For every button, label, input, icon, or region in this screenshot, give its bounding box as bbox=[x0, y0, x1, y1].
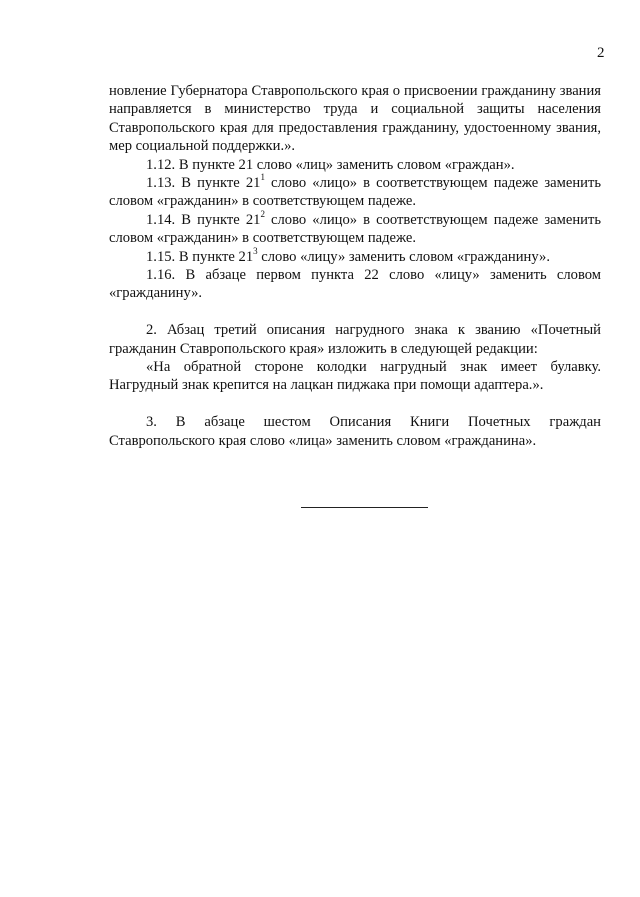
paragraph-1-15-rest: слово «лицу» заменить словом «гражданину». bbox=[257, 248, 550, 265]
paragraph-1-13-lead: 1.13. В пункте 21 bbox=[146, 175, 261, 192]
document-body bbox=[109, 82, 601, 450]
paragraph-1-12: 1.12. В пункте 21 слово «лиц» заменить словом «граждан». bbox=[146, 156, 515, 173]
paragraph-2: 2. Абзац третий описания нагрудного знака к званию «Почетный гражданин Ставропольского края» изложить в следующей редакции: bbox=[109, 322, 601, 357]
paragraph-2-quote: «На обратной стороне колодки нагрудный знак имеет булавку. Нагрудный знак крепится на лацкан пиджака при помощи адаптера.». bbox=[109, 359, 601, 394]
paragraph-1-15-superscript: 3 bbox=[253, 245, 258, 256]
page-number: 2 bbox=[597, 45, 605, 61]
paragraph-1-16: 1.16. В абзаце первом пункта 22 слово «лицу» заменить словом «гражданину». bbox=[109, 267, 601, 302]
paragraph-1-14-rest: слово «лицо» в соответствующем падеже заменить словом «гражданин» в соответствующем падеже. bbox=[109, 211, 601, 247]
paragraph-1-14-superscript: 2 bbox=[260, 208, 265, 219]
end-divider-line bbox=[301, 507, 428, 508]
paragraph-1-13-superscript: 1 bbox=[260, 172, 265, 183]
paragraph-1-14-lead: 1.14. В пункте 21 bbox=[146, 211, 261, 228]
paragraph-1-13 bbox=[109, 174, 601, 211]
paragraph-1-13-rest: слово «лицо» в соответствующем падеже заменить словом «гражданин» в соответствующем падеже. bbox=[109, 175, 601, 210]
paragraph-continuation: новление Губернатора Ставропольского края о присвоении гражданину звания направляется в министерство труда и социальной защиты населения Ставропольского края для предоставления гражданину, удостоенному звания, мер социальной поддержки.». bbox=[109, 83, 601, 155]
paragraph-1-15-lead: 1.15. В пункте 21 bbox=[146, 248, 254, 265]
paragraph-1-15 bbox=[109, 245, 601, 266]
paragraph-3: 3. В абзаце шестом Описания Книги Почетных граждан Ставропольского края слово «лица» заменить словом «гражданина». bbox=[109, 414, 601, 449]
paragraph-1-14 bbox=[109, 208, 601, 248]
